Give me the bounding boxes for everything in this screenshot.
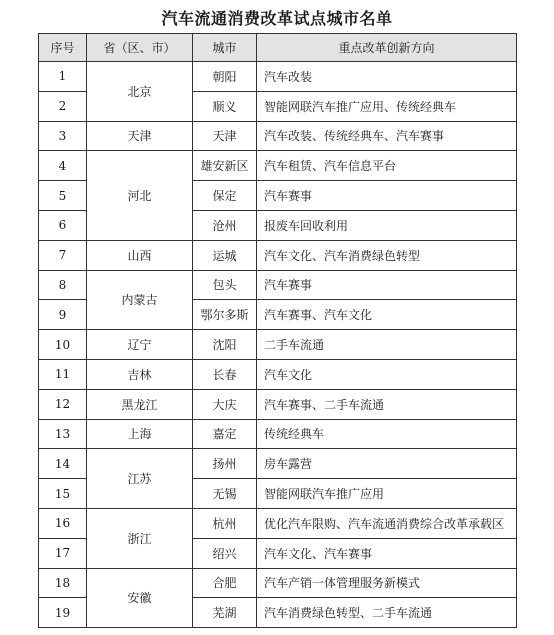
direction-cell: 汽车产销一体管理服务新模式 bbox=[257, 568, 517, 598]
direction-cell: 汽车文化 bbox=[257, 359, 517, 389]
direction-cell: 智能网联汽车推广应用、传统经典车 bbox=[257, 91, 517, 121]
direction-cell: 汽车文化、汽车消费绿色转型 bbox=[257, 240, 517, 270]
table-row bbox=[39, 270, 517, 300]
province-cell: 北京 bbox=[87, 62, 193, 122]
header-province: 省（区、市） bbox=[87, 34, 193, 62]
province-cell: 江苏 bbox=[87, 449, 193, 509]
row-number: 17 bbox=[39, 538, 87, 568]
table-row bbox=[39, 449, 517, 479]
city-cell: 嘉定 bbox=[193, 419, 257, 449]
province-cell: 辽宁 bbox=[87, 330, 193, 360]
city-cell: 天津 bbox=[193, 121, 257, 151]
row-number: 10 bbox=[39, 330, 87, 360]
table-row bbox=[39, 151, 517, 181]
row-number: 4 bbox=[39, 151, 87, 181]
city-cell: 鄂尔多斯 bbox=[193, 300, 257, 330]
province-cell: 山西 bbox=[87, 240, 193, 270]
row-number: 13 bbox=[39, 419, 87, 449]
row-number: 11 bbox=[39, 359, 87, 389]
pilot-city-table bbox=[38, 33, 517, 628]
city-cell: 芜湖 bbox=[193, 598, 257, 628]
row-number: 1 bbox=[39, 62, 87, 92]
row-number: 15 bbox=[39, 479, 87, 509]
direction-cell: 汽车文化、汽车赛事 bbox=[257, 538, 517, 568]
province-cell: 吉林 bbox=[87, 359, 193, 389]
direction-cell: 汽车消费绿色转型、二手车流通 bbox=[257, 598, 517, 628]
province-cell: 浙江 bbox=[87, 508, 193, 568]
direction-cell: 汽车赛事、汽车文化 bbox=[257, 300, 517, 330]
header-city: 城市 bbox=[193, 34, 257, 62]
table-row bbox=[39, 330, 517, 360]
city-cell: 雄安新区 bbox=[193, 151, 257, 181]
row-number: 2 bbox=[39, 91, 87, 121]
table-row bbox=[39, 62, 517, 92]
city-cell: 合肥 bbox=[193, 568, 257, 598]
province-cell: 河北 bbox=[87, 151, 193, 240]
direction-cell: 汽车赛事 bbox=[257, 270, 517, 300]
table-row bbox=[39, 121, 517, 151]
row-number: 8 bbox=[39, 270, 87, 300]
row-number: 12 bbox=[39, 389, 87, 419]
row-number: 16 bbox=[39, 508, 87, 538]
province-cell: 黑龙江 bbox=[87, 389, 193, 419]
table-row bbox=[39, 240, 517, 270]
city-cell: 大庆 bbox=[193, 389, 257, 419]
direction-cell: 汽车赛事、二手车流通 bbox=[257, 389, 517, 419]
direction-cell: 优化汽车限购、汽车流通消费综合改革承载区 bbox=[257, 508, 517, 538]
table-row bbox=[39, 359, 517, 389]
province-cell: 上海 bbox=[87, 419, 193, 449]
table-row bbox=[39, 419, 517, 449]
direction-cell: 二手车流通 bbox=[257, 330, 517, 360]
direction-cell: 传统经典车 bbox=[257, 419, 517, 449]
direction-cell: 汽车改装 bbox=[257, 62, 517, 92]
city-cell: 长春 bbox=[193, 359, 257, 389]
province-cell: 内蒙古 bbox=[87, 270, 193, 330]
city-cell: 保定 bbox=[193, 181, 257, 211]
header-no: 序号 bbox=[39, 34, 87, 62]
row-number: 5 bbox=[39, 181, 87, 211]
city-cell: 扬州 bbox=[193, 449, 257, 479]
city-cell: 杭州 bbox=[193, 508, 257, 538]
city-cell: 包头 bbox=[193, 270, 257, 300]
direction-cell: 报废车回收利用 bbox=[257, 210, 517, 240]
row-number: 3 bbox=[39, 121, 87, 151]
row-number: 19 bbox=[39, 598, 87, 628]
row-number: 6 bbox=[39, 210, 87, 240]
direction-cell: 汽车租赁、汽车信息平台 bbox=[257, 151, 517, 181]
table-row bbox=[39, 568, 517, 598]
table-header-row bbox=[39, 34, 517, 62]
row-number: 7 bbox=[39, 240, 87, 270]
province-cell: 安徽 bbox=[87, 568, 193, 628]
city-cell: 绍兴 bbox=[193, 538, 257, 568]
city-cell: 顺义 bbox=[193, 91, 257, 121]
table-row bbox=[39, 389, 517, 419]
province-cell: 天津 bbox=[87, 121, 193, 151]
page-title: 汽车流通消费改革试点城市名单 bbox=[161, 9, 393, 28]
direction-cell: 智能网联汽车推广应用 bbox=[257, 479, 517, 509]
city-cell: 沈阳 bbox=[193, 330, 257, 360]
city-cell: 沧州 bbox=[193, 210, 257, 240]
city-cell: 朝阳 bbox=[193, 62, 257, 92]
table-row bbox=[39, 508, 517, 538]
row-number: 18 bbox=[39, 568, 87, 598]
city-cell: 运城 bbox=[193, 240, 257, 270]
direction-cell: 汽车赛事 bbox=[257, 181, 517, 211]
direction-cell: 房车露营 bbox=[257, 449, 517, 479]
row-number: 14 bbox=[39, 449, 87, 479]
direction-cell: 汽车改装、传统经典车、汽车赛事 bbox=[257, 121, 517, 151]
row-number: 9 bbox=[39, 300, 87, 330]
city-cell: 无锡 bbox=[193, 479, 257, 509]
header-direction: 重点改革创新方向 bbox=[257, 34, 517, 62]
